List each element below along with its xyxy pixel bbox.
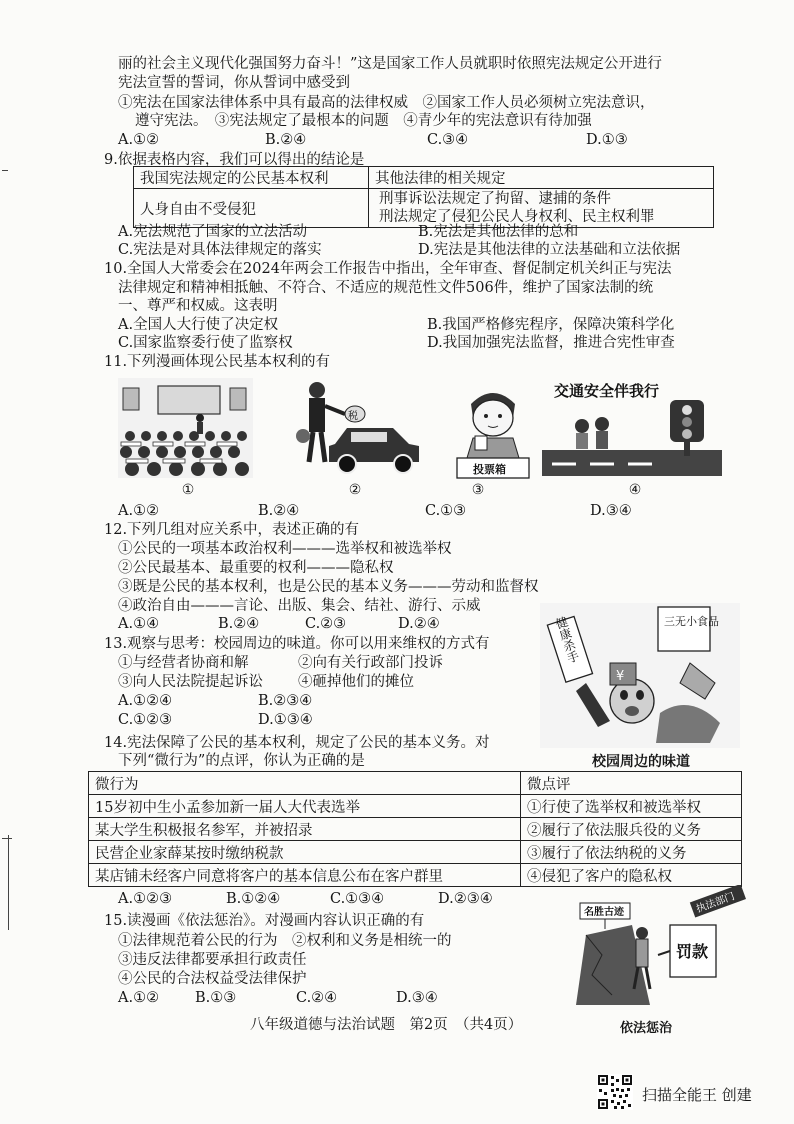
q15-fine-label: 罚款 bbox=[676, 942, 709, 961]
q15-item-3: ④公民的合法权益受法律保护 bbox=[118, 971, 307, 987]
qr-code-icon bbox=[597, 1074, 633, 1110]
q13-item-4: ④砸掉他们的摊位 bbox=[298, 674, 414, 690]
q9-stem: 9.依据表格内容，我们可以得出的结论是 bbox=[104, 152, 365, 168]
q14-choice-c: C.①③④ bbox=[330, 891, 385, 907]
q15-choice-d: D.③④ bbox=[396, 990, 438, 1006]
q14-choice-b: B.①②④ bbox=[226, 891, 281, 907]
q13-choice-d: D.①③④ bbox=[258, 712, 313, 728]
q14-choice-a: A.①②③ bbox=[118, 891, 173, 907]
q15-item-1: ①法律规范着公民的行为 ②权利和义务是相统一的 bbox=[118, 933, 452, 949]
q14-line-2: 下列“微行为”的点评，你认为正确的是 bbox=[118, 753, 365, 769]
intro-choice-c: C.③④ bbox=[427, 132, 469, 148]
q11-choice-c: C.①③ bbox=[425, 503, 467, 519]
q15-stem: 15.读漫画《依法惩治》。对漫画内容认识正确的有 bbox=[104, 913, 425, 929]
q14-row-4-left: 某店铺未经客户同意将客户的基本信息公布在客户群里 bbox=[89, 864, 521, 887]
q11-traffic-title: 交通安全伴我行 bbox=[554, 382, 660, 400]
q12-item-3: ③既是公民的基本权利，也是公民的基本义务———劳动和监督权 bbox=[118, 579, 539, 595]
q12-choice-a: A.①④ bbox=[118, 616, 160, 632]
intro-option-line-2: 遵守宪法。 ③宪法规定了最根本的问题 ④青少年的宪法意识有待加强 bbox=[135, 113, 592, 129]
q12-stem: 12.下列几组对应关系中，表述正确的有 bbox=[104, 522, 360, 538]
binding-tick-top bbox=[2, 170, 8, 171]
q9-law-1: 刑事诉讼法规定了拘留、逮捕的条件 bbox=[379, 191, 611, 207]
q14-head-right: 微点评 bbox=[521, 772, 742, 795]
q15-sign-site: 名胜古迹 bbox=[584, 907, 624, 918]
q11-cartoon-tax bbox=[285, 378, 425, 478]
q12-item-2: ②公民最基本、最重要的权利———隐私权 bbox=[118, 560, 394, 576]
q9-option-c: C.宪法是对具体法律规定的落实 bbox=[118, 242, 322, 258]
q13-choice-b: B.②③④ bbox=[258, 693, 313, 709]
q13-item-3: ③向人民法院提起诉讼 bbox=[118, 674, 263, 690]
q15-caption: 依法惩治 bbox=[620, 1021, 673, 1036]
page-footer: 八年级道德与法治试题 第2页 （共4页） bbox=[250, 1017, 523, 1033]
q9-table bbox=[133, 166, 714, 228]
q12-item-4: ④政治自由———言论、出版、集会、结社、游行、示威 bbox=[118, 598, 481, 614]
q11-caption-3: ③ bbox=[471, 482, 485, 498]
q14-row-4-right: ④侵犯了客户的隐私权 bbox=[521, 864, 742, 887]
q13-item-1: ①与经营者协商和解 bbox=[118, 655, 249, 671]
q10-line-1: 10.全国人大常委会在2024年两会工作报告中指出，全年审查、督促制定机关纠正与宪法 bbox=[104, 261, 672, 277]
q15-item-2: ③违反法律都要承担行政责任 bbox=[118, 952, 307, 968]
intro-choice-a: A.①② bbox=[118, 132, 160, 148]
q14-row-3-right: ③履行了依法纳税的义务 bbox=[521, 841, 742, 864]
q14-table bbox=[88, 771, 742, 887]
q10-option-d: D.我国加强宪法监督，推进合宪性审查 bbox=[427, 335, 675, 351]
q10-line-3: 一、尊严和权威。这表明 bbox=[118, 298, 278, 314]
q15-choice-b: B.①③ bbox=[195, 990, 237, 1006]
q14-row-2-left: 某大学生积极报名参军，并被招录 bbox=[89, 818, 521, 841]
q13-cartoon bbox=[540, 603, 740, 748]
q12-item-1: ①公民的一项基本政治权利———选举权和被选举权 bbox=[118, 541, 452, 557]
binding-line bbox=[8, 835, 9, 930]
q12-choice-b: B.②④ bbox=[218, 616, 260, 632]
q14-row-3-left: 民营企业家薛某按时缴纳税款 bbox=[89, 841, 521, 864]
q14-head-left: 微行为 bbox=[89, 772, 521, 795]
intro-choice-b: B.②④ bbox=[265, 132, 307, 148]
q9-table-head-left: 我国宪法规定的公民基本权利 bbox=[134, 167, 369, 189]
q9-law-2: 刑法规定了侵犯公民人身权利、民主权利罪 bbox=[379, 209, 655, 225]
q11-choice-b: B.②④ bbox=[258, 503, 300, 519]
q11-cartoon-classroom bbox=[118, 378, 253, 478]
q14-line-1: 14.宪法保障了公民的基本权利，规定了公民的基本义务。对 bbox=[104, 735, 490, 751]
q11-cartoon-traffic bbox=[542, 378, 722, 478]
q14-row-1-right: ①行使了选举权和被选举权 bbox=[521, 795, 742, 818]
q11-choice-d: D.③④ bbox=[590, 503, 632, 519]
q15-sign-dept: 执法部门 bbox=[694, 891, 737, 916]
q11-ballot-label: 投票箱 bbox=[473, 463, 506, 476]
q11-cartoon-ballot bbox=[453, 378, 533, 480]
q14-row-2-right: ②履行了依法服兵役的义务 bbox=[521, 818, 742, 841]
q9-option-d: D.宪法是其他法律的立法基础和立法依据 bbox=[418, 242, 681, 258]
intro-choice-d: D.①③ bbox=[586, 132, 628, 148]
q13-stem: 13.观察与思考：校园周边的味道。你可以用来维权的方式有 bbox=[104, 636, 490, 652]
q10-line-2: 法律规定和精神相抵触、不符合、不适应的规范性文件506件，维护了国家法制的统 bbox=[118, 280, 654, 296]
q9-table-head-right: 其他法律的相关规定 bbox=[369, 167, 714, 189]
q11-choice-a: A.①② bbox=[118, 503, 160, 519]
q9-table-left-cell: 人身自由不受侵犯 bbox=[134, 189, 369, 228]
q13-choice-a: A.①②④ bbox=[118, 693, 173, 709]
intro-option-line-1: ①宪法在国家法律体系中具有最高的法律权威 ②国家工作人员必须树立宪法意识， bbox=[118, 95, 655, 111]
q15-choice-a: A.①② bbox=[118, 990, 160, 1006]
q14-row-1-left: 15岁初中生小孟参加新一届人大代表选举 bbox=[89, 795, 521, 818]
svg-text:¥: ¥ bbox=[616, 669, 625, 684]
q10-option-a: A.全国人大行使了决定权 bbox=[118, 317, 279, 333]
q14-choice-d: D.②③④ bbox=[438, 891, 493, 907]
q12-choice-d: D.②④ bbox=[398, 616, 440, 632]
q9-option-b: B.宪法是其他法律的总和 bbox=[418, 224, 579, 240]
q13-cartoon-caption: 校园周边的味道 bbox=[592, 754, 690, 770]
intro-line-1: 丽的社会主义现代化强国努力奋斗！”这是国家工作人员就职时依照宪法规定公开进行 bbox=[118, 56, 662, 72]
q11-caption-4: ④ bbox=[628, 482, 642, 498]
q13-item-2: ②向有关行政部门投诉 bbox=[298, 655, 443, 671]
q15-cartoon bbox=[572, 885, 747, 1010]
q15-choice-c: C.②④ bbox=[296, 990, 338, 1006]
q13-sign-1: 健康杀手 bbox=[552, 614, 581, 665]
binding-tick bbox=[2, 838, 12, 839]
q13-sign-2: 三无小食品 bbox=[664, 615, 719, 628]
q12-choice-c: C.②③ bbox=[305, 616, 347, 632]
q11-stem: 11.下列漫画体现公民基本权利的有 bbox=[104, 354, 331, 370]
q9-option-a: A.宪法规范了国家的立法活动 bbox=[118, 224, 308, 240]
intro-line-2: 宪法宣誓的誓词，你从誓词中感受到 bbox=[118, 75, 350, 91]
q11-tax-label: 税 bbox=[348, 411, 358, 422]
q10-option-b: B.我国严格修宪程序，保障决策科学化 bbox=[427, 317, 675, 333]
q11-caption-2: ② bbox=[348, 482, 362, 498]
q11-caption-1: ① bbox=[181, 482, 195, 498]
q13-choice-c: C.①②③ bbox=[118, 712, 173, 728]
q10-option-c: C.国家监察委行使了监察权 bbox=[118, 335, 293, 351]
scanner-brand-text: 扫描全能王 创建 bbox=[642, 1086, 752, 1104]
